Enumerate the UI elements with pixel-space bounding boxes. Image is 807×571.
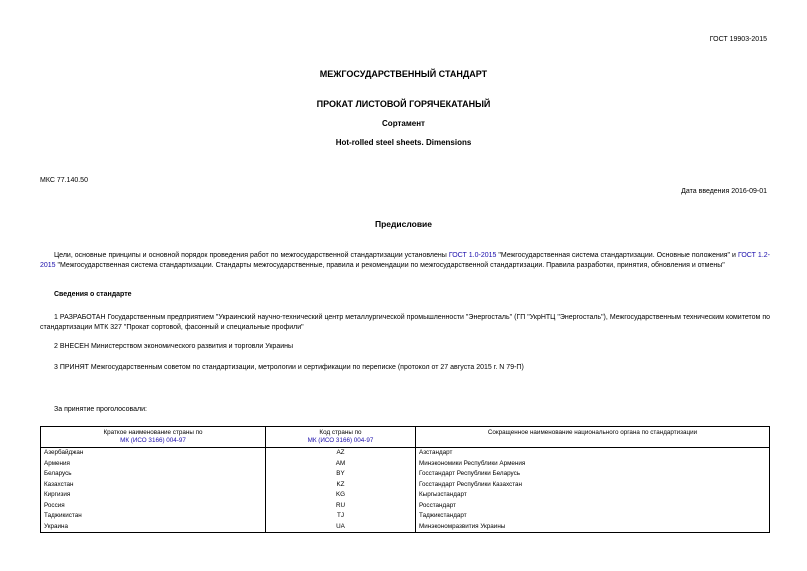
code-cell: KG xyxy=(266,490,416,501)
mk-iso-link[interactable]: МК (ИСО 3166) 004-97 xyxy=(120,437,186,444)
table-row xyxy=(41,490,770,501)
code-cell: AM xyxy=(266,459,416,470)
table-row xyxy=(41,522,770,533)
country-cell: Украина xyxy=(41,522,266,533)
item-developed-by: 1 РАЗРАБОТАН Государственным предприятием "Украинский научно-технический центр металлургической промышленности "Энергосталь" (ГП "УкрНТЦ "Энергосталь"), Межгосударственным техническим комитетом по стандартизации МТК 327 "Прокат сортовой, фасонный и специальные профили" xyxy=(40,314,770,331)
table-row xyxy=(41,480,770,491)
table-row xyxy=(41,448,770,459)
code-cell: AZ xyxy=(266,448,416,459)
header-text: Сокращенное наименование национального органа по стандартизации xyxy=(487,429,698,436)
paragraph-text: Цели, основные принципы и основной порядок проведения работ по межгосударственной стандартизации установлены xyxy=(54,252,449,259)
country-cell: Беларусь xyxy=(41,469,266,480)
table-row xyxy=(41,501,770,512)
title-main: ПРОКАТ ЛИСТОВОЙ ГОРЯЧЕКАТАНЫЙ xyxy=(316,99,491,109)
code-cell: RU xyxy=(266,501,416,512)
mk-iso-link[interactable]: МК (ИСО 3166) 004-97 xyxy=(307,437,374,444)
preface-paragraph xyxy=(40,251,770,271)
title-standard-type: МЕЖГОСУДАРСТВЕННЫЙ СТАНДАРТ xyxy=(319,69,488,79)
paragraph-text: "Межгосударственная система стандартизации. Стандарты межгосударственные, правила и рекомендации по межгосударственной стандартизации. Правила разработки, принятия, обновления и отмены" xyxy=(55,262,725,269)
gost-1-0-link[interactable]: ГОСТ 1.0-2015 xyxy=(448,252,497,259)
item-adopted-by: 3 ПРИНЯТ Межгосударственным советом по стандартизации, метрологии и сертификации по переписке (протокол от 27 августа 2015 г. N 79-П) xyxy=(54,364,524,371)
body-cell: Госстандарт Республики Беларусь xyxy=(416,469,770,480)
header-text: Краткое наименование страны по xyxy=(103,429,203,436)
code-cell: KZ xyxy=(266,480,416,491)
voting-countries-table xyxy=(40,426,770,533)
paragraph-text: "Межгосударственная система стандартизации. Основные положения" и xyxy=(496,252,738,259)
body-cell: Азстандарт xyxy=(416,448,770,459)
body-cell: Госстандарт Республики Казахстан xyxy=(416,480,770,491)
document-code: ГОСТ 19903-2015 xyxy=(709,36,767,43)
body-cell: Минэкономразвития Украины xyxy=(416,522,770,533)
code-cell: BY xyxy=(266,469,416,480)
body-cell: Таджикстандарт xyxy=(416,511,770,522)
preface-heading: Предисловие xyxy=(374,219,433,229)
introduction-date: Дата введения 2016-09-01 xyxy=(681,188,767,195)
body-cell: Росстандарт xyxy=(416,501,770,512)
about-standard-heading: Сведения о стандарте xyxy=(54,291,132,298)
header-country-code xyxy=(266,427,416,448)
table-row xyxy=(41,459,770,470)
header-national-body xyxy=(416,427,770,448)
title-subtitle: Сортамент xyxy=(382,119,425,128)
mks-code: МКС 77.140.50 xyxy=(40,177,88,184)
country-cell: Россия xyxy=(41,501,266,512)
country-cell: Киргизия xyxy=(41,490,266,501)
header-country-name xyxy=(41,427,266,448)
country-cell: Азербайджан xyxy=(41,448,266,459)
item-introduced-by: 2 ВНЕСЕН Министерством экономического развития и торговли Украины xyxy=(54,343,294,350)
country-cell: Казахстан xyxy=(41,480,266,491)
table-row xyxy=(41,511,770,522)
code-cell: UA xyxy=(266,522,416,533)
table-row xyxy=(41,469,770,480)
country-cell: Армения xyxy=(41,459,266,470)
gost-1-2-link[interactable]: ГОСТ 1.2-2015 xyxy=(40,252,770,269)
code-cell: TJ xyxy=(266,511,416,522)
voted-label: За принятие проголосовали: xyxy=(54,406,147,413)
title-english: Hot-rolled steel sheets. Dimensions xyxy=(335,138,472,147)
body-cell: Кыргызстандарт xyxy=(416,490,770,501)
country-cell: Таджикистан xyxy=(41,511,266,522)
header-text: Код страны по xyxy=(319,429,362,436)
body-cell: Минэкономики Республики Армения xyxy=(416,459,770,470)
